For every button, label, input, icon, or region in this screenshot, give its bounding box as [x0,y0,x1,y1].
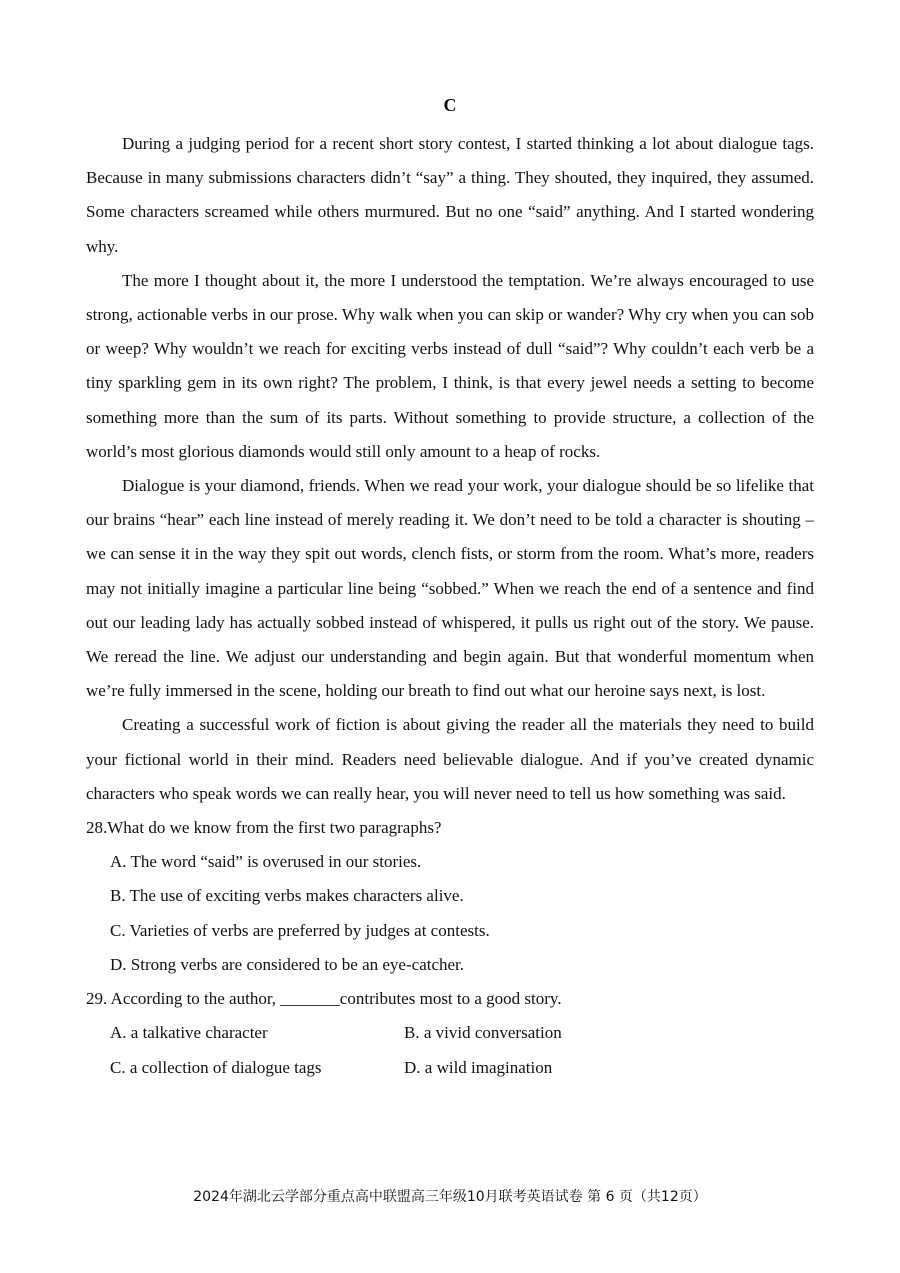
question-29 [86,982,814,1086]
option-b: B. a vivid conversation [404,1023,562,1043]
option-d: D. Strong verbs are considered to be an eye-catcher. [110,954,465,974]
passage-paragraph-2: The more I thought about it, the more I understood the temptation. We’re always encouraged to use strong, actionable verbs in our prose. Why walk when you can skip or wander? Why cry when you can sob or weep? Why wouldn’t we reach for exciting verbs instead of dull “said”? Why couldn’t each verb be a tiny sparkling gem in its own right? The problem, I think, is that every jewel needs a setting to become something more than the sum of its parts. Without something to provide structure, a collection of the world’s most glorious diamonds would still only amount to a heap of rocks. [86,270,814,461]
page-footer: 2024年湖北云学部分重点高中联盟高三年级10月联考英语试卷 第 6 页（共12页） [193,1189,707,1205]
options-row-1 [110,1016,814,1051]
option-a: A. The word “said” is overused in our stories. [110,852,422,872]
exam-page [86,93,814,1086]
option-d: D. a wild imagination [404,1058,553,1078]
reading-passage [86,127,814,811]
question-stem: 29. According to the author, _______contributes most to a good story. [86,989,562,1009]
option-a: A. a talkative character [110,1023,268,1043]
passage-paragraph-3: Dialogue is your diamond, friends. When we read your work, your dialogue should be so lifelike that our brains “hear” each line instead of merely reading it. We don’t need to be told a character is shouting – we can sense it in the way they spit out words, clench fists, or storm from the room. What’s more, readers may not initially imagine a particular line being “sobbed.” When we reach the end of a sentence and find out our leading lady has actually sobbed instead of whispered, it pulls us right out of the story. We pause. We reread the line. We adjust our understanding and begin again. But that wonderful momentum when we’re fully immersed in the scene, holding our breath to find out what our heroine says next, is lost. [86,476,814,701]
option-b: B. The use of exciting verbs makes characters alive. [110,886,464,906]
options-row-2 [110,1051,814,1086]
passage-paragraph-1: During a judging period for a recent short story contest, I started thinking a lot about dialogue tags. Because in many submissions characters didn’t “say” a thing. They shouted, they inquired, they assumed. Some characters screamed while others murmured. But no one “said” anything. And I started wondering why. [86,134,814,256]
passage-paragraph-4: Creating a successful work of fiction is about giving the reader all the materials they need to build your fictional world in their mind. Readers need believable dialogue. And if you’ve created dynamic characters who speak words we can really hear, you will never need to tell us how something was said. [86,715,814,803]
option-c: C. Varieties of verbs are preferred by judges at contests. [110,920,490,940]
option-c: C. a collection of dialogue tags [110,1058,322,1078]
section-title: C [443,95,457,115]
question-28 [86,811,814,982]
question-stem: 28.What do we know from the first two paragraphs? [86,818,442,838]
